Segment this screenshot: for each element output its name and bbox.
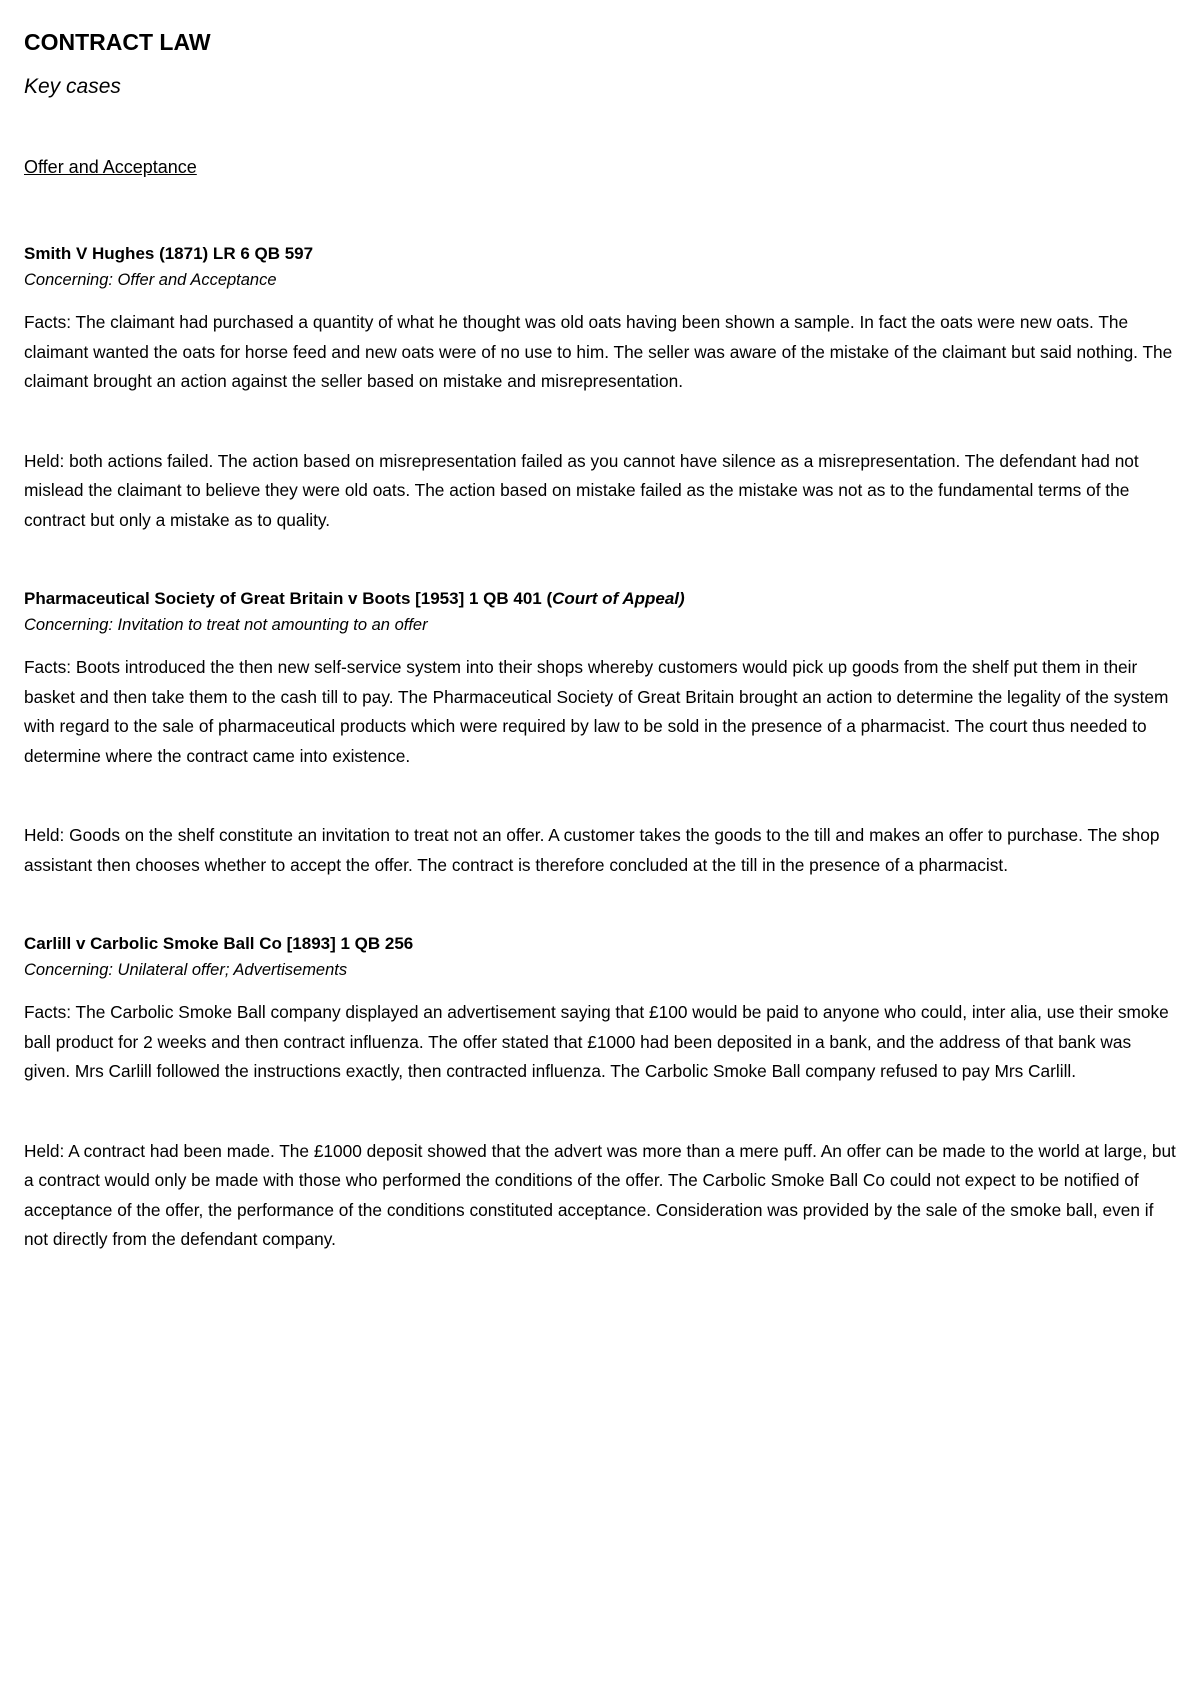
- case-title-text: Smith V Hughes (1871) LR 6 QB 597: [24, 244, 314, 263]
- document-title: CONTRACT LAW: [24, 29, 211, 55]
- case-entry: [24, 587, 1176, 880]
- case-title: [24, 242, 1176, 266]
- case-title-text: Pharmaceutical Society of Great Britain v Boots [1953] 1 QB 401 (: [24, 589, 553, 608]
- case-held: Held: A contract had been made. The £1000 deposit showed that the advert was more than a mere puff. An offer can be made to the world at large, but a contract would only be made with those who performed the conditions of the offer. The Carbolic Smoke Ball Co could not expect to be notified of acceptance of the offer, the performance of the conditions constituted acceptance. Consideration was provided by the sale of the smoke ball, even if not directly from the defendant company.: [24, 1140, 1176, 1249]
- case-facts: Facts: Boots introduced the then new self-service system into their shops whereby customers would pick up goods from the shelf put them in their basket and then take them to the cash till to pay. The Pharmaceutical Society of Great Britain brought an action to determine the legality of the system with regard to the sale of pharmaceutical products which were required by law to be sold in the presence of a pharmacist. The court thus needed to determine where the contract came into existence.: [24, 657, 1169, 766]
- case-facts: Facts: The Carbolic Smoke Ball company displayed an advertisement saying that £100 would be paid to anyone who could, inter alia, use their smoke ball product for 2 weeks and then contract influenza. The offer stated that £1000 had been deposited in a bank, and the address of that bank was given. Mrs Carlill followed the instructions exactly, then contracted influenza. The Carbolic Smoke Ball company refused to pay Mrs Carlill.: [24, 1002, 1169, 1081]
- case-title: [24, 587, 1176, 611]
- case-held: Held: Goods on the shelf constitute an invitation to treat not an offer. A customer takes the goods to the till and makes an offer to purchase. The shop assistant then chooses whether to accept the offer. The contract is therefore concluded at the till in the presence of a pharmacist.: [24, 825, 1160, 875]
- case-title-text: Carlill v Carbolic Smoke Ball Co [1893] 1 QB 256: [24, 934, 414, 953]
- case-entry: [24, 932, 1176, 1255]
- case-concerning: Concerning: Offer and Acceptance: [24, 271, 277, 289]
- section-heading: Offer and Acceptance: [24, 157, 197, 177]
- case-facts: Facts: The claimant had purchased a quantity of what he thought was old oats having been shown a sample. In fact the oats were new oats. The claimant wanted the oats for horse feed and new oats were of no use to him. The seller was aware of the mistake of the claimant but said nothing. The claimant brought an action against the seller based on mistake and misrepresentation.: [24, 312, 1173, 391]
- case-title: [24, 932, 1176, 956]
- case-court: Court of Appeal): [552, 589, 685, 608]
- document-subtitle: Key cases: [24, 75, 121, 98]
- case-held: Held: both actions failed. The action based on misrepresentation failed as you cannot have silence as a misrepresentation. The defendant had not mislead the claimant to believe they were old oats. The action based on mistake failed as the mistake was not as to the fundamental terms of the contract but only a mistake as to quality.: [24, 450, 1139, 530]
- case-concerning: Concerning: Invitation to treat not amounting to an offer: [24, 616, 428, 634]
- case-concerning: Concerning: Unilateral offer; Advertisements: [24, 961, 348, 979]
- case-entry: [24, 242, 1176, 535]
